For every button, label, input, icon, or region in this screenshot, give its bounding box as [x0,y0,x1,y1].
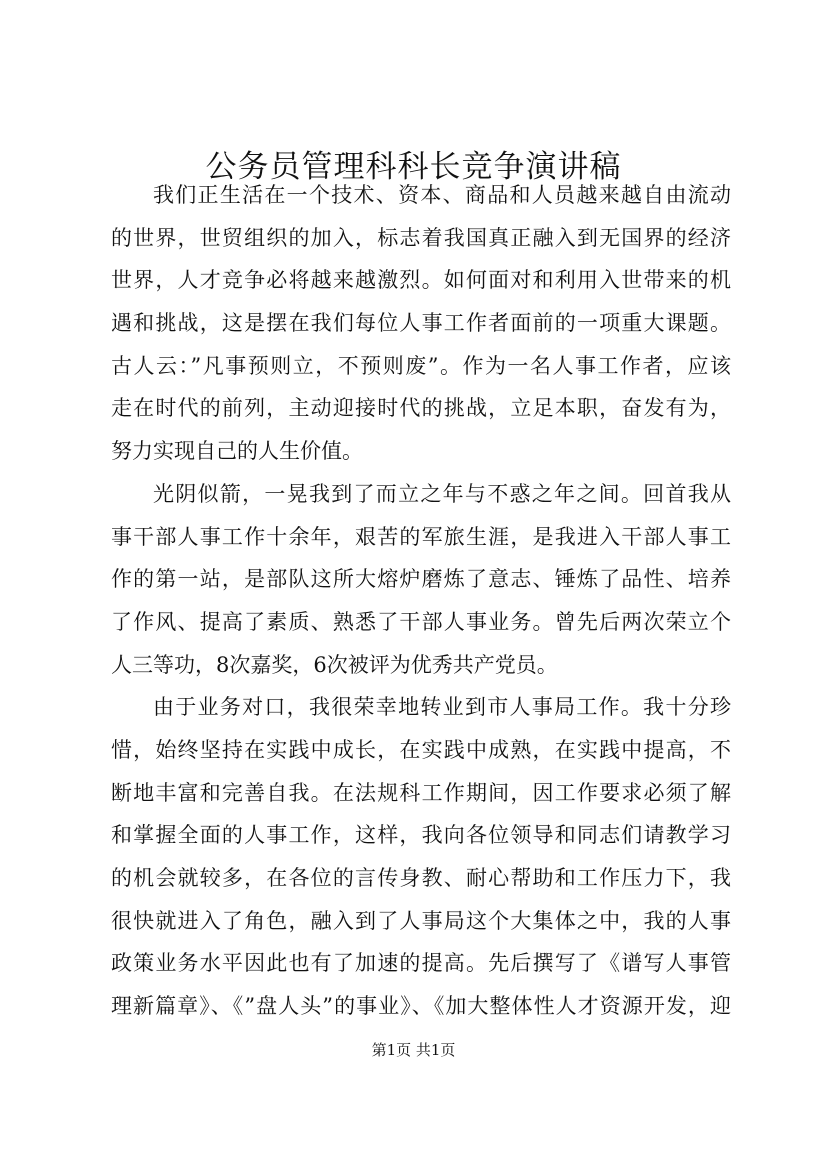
body-line: 光阴似箭，一晃我到了而立之年与不惑之年之间。回首我从 [153,481,731,506]
body-line: 古人云：”凡事预则立，不预则废”。作为一名人事工作者，应该 [111,353,731,378]
body-line: 世界，人才竞争必将越来越激烈。如何面对和利用入世带来的机 [111,268,731,293]
body-line: 人三等功，8次嘉奖，6次被评为优秀共产党员。 [111,652,558,677]
body-line: 理新篇章》、《”盘人头”的事业》、《加大整体性人才资源开发，迎 [111,994,731,1019]
body-line: 了作风、提高了素质、熟悉了干部人事业务。曾先后两次荣立个 [111,609,731,634]
body-line: 断地丰富和完善自我。在法规科工作期间，因工作要求必须了解 [111,780,731,805]
page-footer: 第1页 共1页 [371,1041,456,1059]
body-line: 我们正生活在一个技术、资本、商品和人员越来越自由流动 [153,183,731,207]
document-body [111,174,731,1028]
body-line: 和掌握全面的人事工作，这样，我向各位领导和同志们请教学习 [111,823,731,848]
body-line: 很快就进入了角色，融入到了人事局这个大集体之中，我的人事 [111,908,731,933]
body-line: 走在时代的前列，主动迎接时代的挑战，立足本职，奋发有为， [111,396,731,421]
body-line: 惜，始终坚持在实践中成长，在实践中成熟，在实践中提高，不 [111,737,731,762]
body-line: 作的第一站，是部队这所大熔炉磨炼了意志、锤炼了品性、培养 [111,567,731,592]
body-line: 的世界，世贸组织的加入，标志着我国真正融入到无国界的经济 [111,225,731,250]
document-title: 公务员管理科科长竞争演讲稿 [205,149,622,185]
body-line: 政策业务水平因此也有了加速的提高。先后撰写了《谱写人事管 [111,951,731,976]
body-line: 由于业务对口，我很荣幸地转业到市人事局工作。我十分珍 [153,695,731,720]
body-line: 努力实现自己的人生价值。 [111,439,363,464]
body-line: 遇和挑战，这是摆在我们每位人事工作者面前的一项重大课题。 [111,311,731,336]
body-line: 事干部人事工作十余年，艰苦的军旅生涯，是我进入干部人事工 [111,524,731,549]
body-line: 的机会就较多，在各位的言传身教、耐心帮助和工作压力下，我 [111,866,731,890]
